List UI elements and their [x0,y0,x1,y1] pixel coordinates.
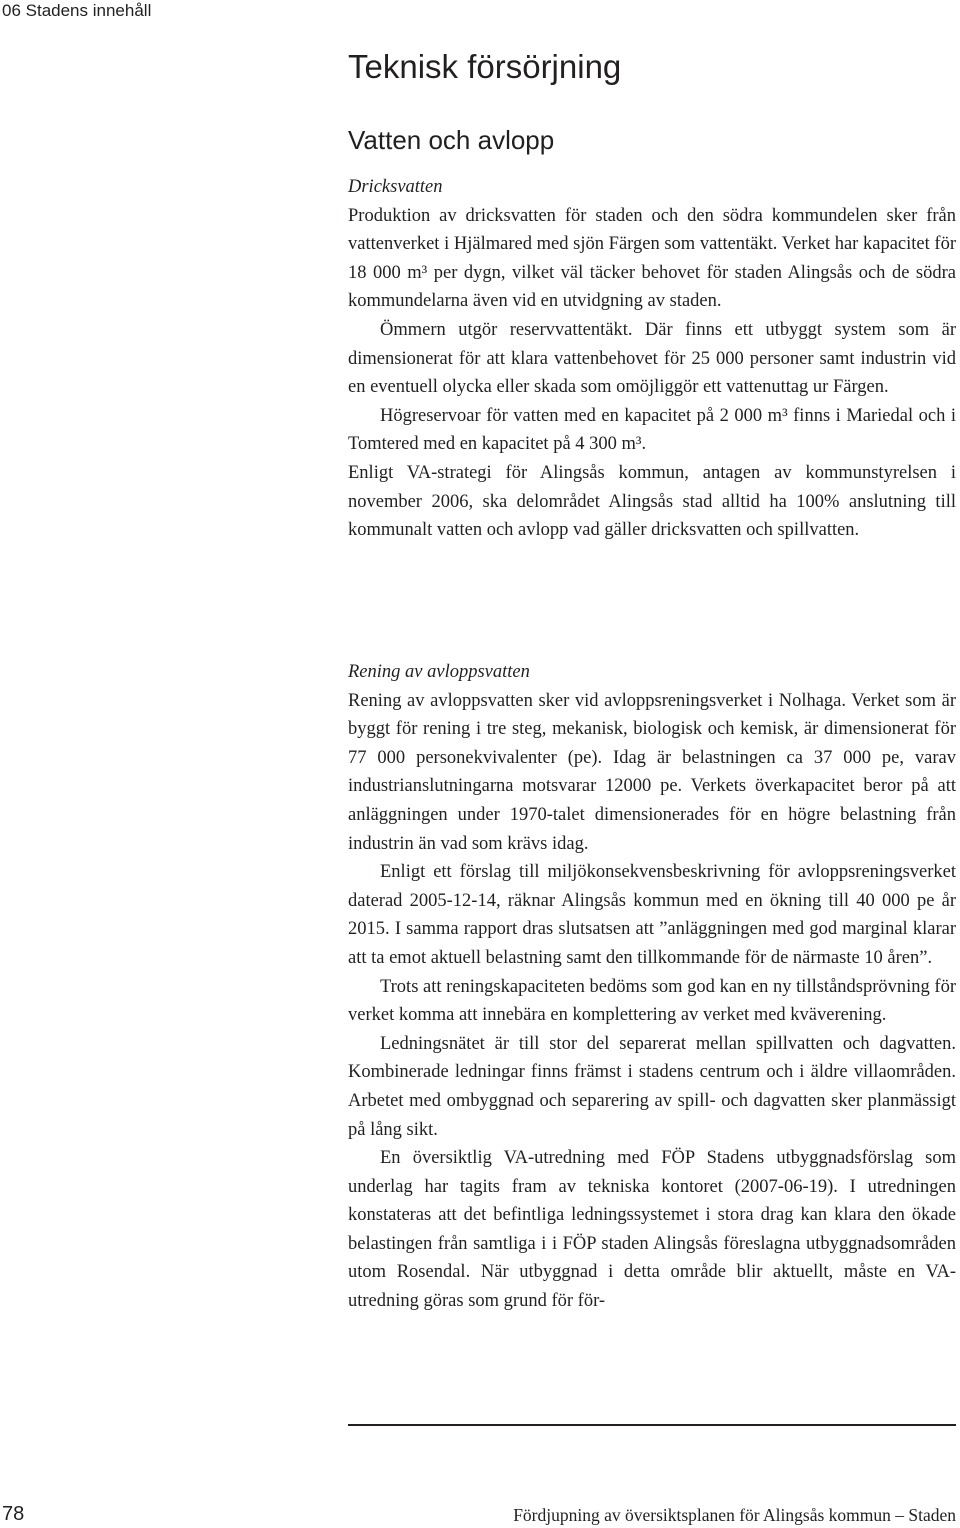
paragraph: Enligt ett förslag till miljökonsekvensbeskrivning för avloppsreningsverket daterad 2005-12-14, räknar Alingsås kommun med en ökning till 40 000 pe år 2015. I samma rapport dras slutsatsen att ”anläggningen med god marginal klarar att ta emot aktuell belastning samt den tillkommande för de närmaste 10 åren”. [348,862,956,968]
page-title: Teknisk försörjning [348,48,622,85]
paragraph: Ömmern utgör reservvattentäkt. Där finns ett utbyggt system som är dimensionerat för att klara vattenbehovet för 25 000 personer samt industrin vid en eventuell olycka eller skada som omöjliggör ett vattenuttag ur Färgen. [348,319,956,398]
section-avlopp [348,658,956,1316]
paragraph: Ledningsnätet är till stor del separerat mellan spillvatten och dagvatten. Kombinerade ledningar finns främst i stadens centrum och i äldre villaområden. Arbetet med ombyggnad och separering av spill- och dagvatten sker planmässigt på lång sikt. [348,1033,956,1140]
page-number: 78 [2,1503,25,1525]
running-footer: Fördjupning av översiktsplanen för Alingsås kommun – Staden [513,1505,956,1525]
subheading-dricksvatten: Dricksvatten [348,177,443,197]
footnote-divider [348,1424,956,1426]
paragraph: Enligt VA-strategi för Alingsås kommun, antagen av kommunstyrelsen i november 2006, ska delområdet Alingsås stad alltid ha 100% anslutning till kommunalt vatten och avlopp vad gäller dricksvatten och spillvatten. [348,462,956,541]
paragraph: Högreservoar för vatten med en kapacitet på 2 000 m³ finns i Mariedal och i Tomtered med en kapacitet på 4 300 m³. [348,405,956,455]
paragraph: Trots att reningskapaciteten bedöms som god kan en ny tillståndsprövning för verket komma att innebära en komplettering av verket med kväverening. [348,976,956,1026]
subheading-avlopp: Rening av avloppsvatten [348,662,530,682]
section-dricksvatten [348,173,956,545]
running-header: 06 Stadens innehåll [2,1,152,20]
paragraph: Produktion av dricksvatten för staden och den södra kommundelen sker från vattenverket i Hjälmared med sjön Färgen som vattentäkt. Verket har kapacitet för 18 000 m³ per dygn, vilket väl täcker behovet för staden Alingsås och de södra kommundelarna även vid en utvidgning av staden. [348,205,956,312]
paragraph: Rening av avloppsvatten sker vid avloppsreningsverket i Nolhaga. Verket som är byggt för rening i tre steg, mekanisk, biologisk och kemisk, är dimensionerat för 77 000 personekvivalenter (pe). Idag är belastningen ca 37 000 pe, varav industrianslutningarna motsvarar 12000 pe. Verkets överkapacitet beror på att anläggningen under 1970-talet dimensionerades för en högre belastning från industrin än vad som krävs idag. [348,690,956,854]
paragraph: En översiktlig VA-utredning med FÖP Stadens utbyggnadsförslag som underlag har tagits fram av tekniska kontoret (2007-06-19). I utredningen konstateras att det befintliga ledningssystemet i stora drag kan klara den ökade belastingen från samtliga i i FÖP staden Alingsås föreslagna utbyggnadsområden utom Rosendal. När utbyggnad i detta område blir aktuellt, måste en VA-utredning göras som grund för för- [348,1148,956,1312]
section-heading: Vatten och avlopp [348,125,555,155]
